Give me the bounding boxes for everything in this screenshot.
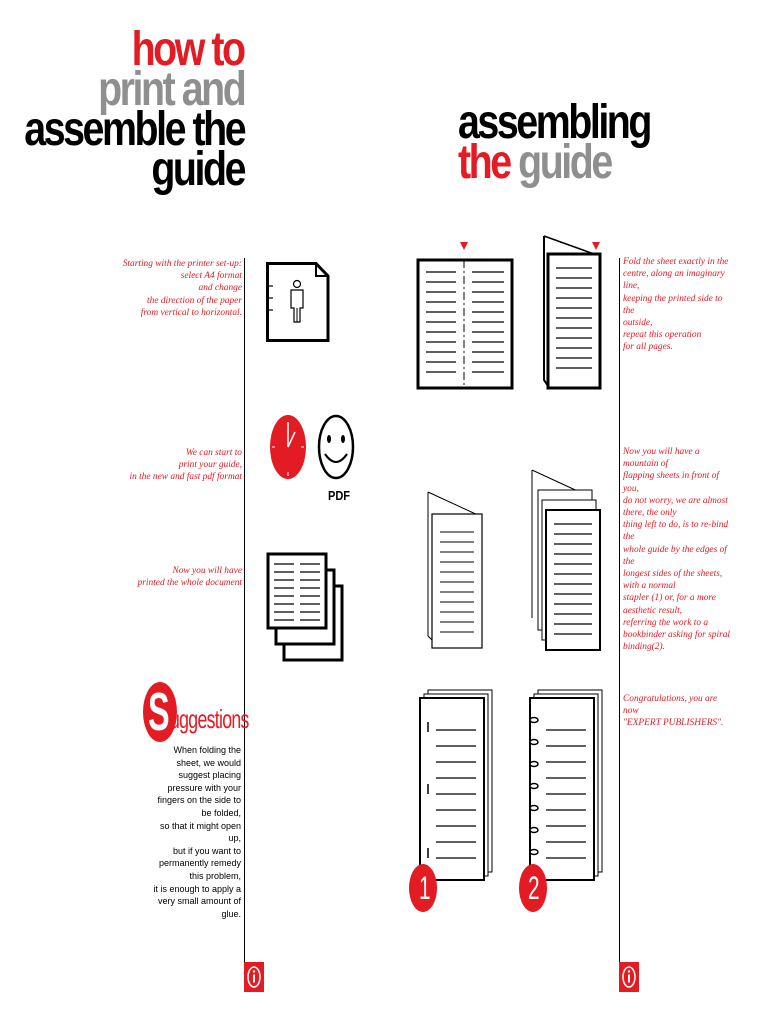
- info-button-right[interactable]: [619, 962, 639, 992]
- step-printer-setup-text: Starting with the printer set-up: select A4 format and change the direction of the paper from vertical to horizontal.: [122, 259, 242, 318]
- open-sheet-illustration: [416, 240, 516, 392]
- pdf-label: PDF: [327, 488, 351, 503]
- marker-two: [518, 862, 548, 914]
- sheet-stack-illustration: [528, 468, 604, 652]
- step-printed-document-text: Now you will have printed the whole document: [137, 566, 242, 589]
- title-the-guide: [458, 136, 611, 189]
- marker-one-label: 1: [419, 870, 431, 906]
- smiley-icon: [317, 414, 355, 480]
- spiral-guide-illustration: [526, 688, 606, 884]
- clock-icon: [269, 414, 307, 480]
- stapled-guide-illustration: [418, 688, 496, 884]
- step-fold-text: Fold the sheet exactly in the centre, along an imaginary line, keeping the printed side to the outside, repeat this operation for all pages.: [623, 257, 729, 353]
- title-guide: guide: [151, 143, 244, 196]
- folding-sheet-illustration: [540, 234, 606, 394]
- left-divider: [244, 258, 245, 970]
- suggestions-body: When folding the sheet, we would suggest placing pressure with your fingers on the side to be folded, so that it might open up, but if you want to permanently remedy this problem, it is enough to apply a very small amount of glue.: [153, 745, 241, 919]
- info-button-left[interactable]: [244, 962, 264, 992]
- step-rebind-text: Now you will have a mountain of flapping sheets in front of you, do not worry, we are almost there, the only thing left to do, is to re-bind the whole guide by the edges of the longest sides of the sheets, with a normal stapler (1) or, for a more aesthetic result, referring the work to a bookbinder asking for spiral binding(2).: [623, 447, 731, 653]
- suggestions-title: uggestions: [170, 704, 249, 734]
- info-icon: [622, 966, 636, 988]
- marker-one: [408, 862, 438, 914]
- marker-two-label: 2: [528, 870, 540, 906]
- title-assembling: assembling: [458, 96, 650, 149]
- title-the: the: [458, 136, 510, 189]
- folded-sheet-illustration: [424, 490, 488, 652]
- right-divider: [619, 258, 620, 970]
- title-print-and: print and: [97, 63, 244, 116]
- suggestions-heading: [142, 680, 252, 744]
- printed-pages-icon: [266, 550, 346, 664]
- title-assemble-the: assemble the: [24, 103, 244, 156]
- landscape-page-icon: [266, 262, 330, 342]
- step-congratulations-text: Congratulations, you are now "EXPERT PUBLISHERS".: [623, 694, 724, 729]
- title-guide-grey: guide: [518, 136, 611, 189]
- title-how-to: how to: [131, 23, 244, 76]
- step-print-guide-text: We can start to print your guide, in the new and fast pdf format: [129, 448, 242, 483]
- suggestions-initial: S: [148, 682, 170, 742]
- info-icon: [247, 966, 261, 988]
